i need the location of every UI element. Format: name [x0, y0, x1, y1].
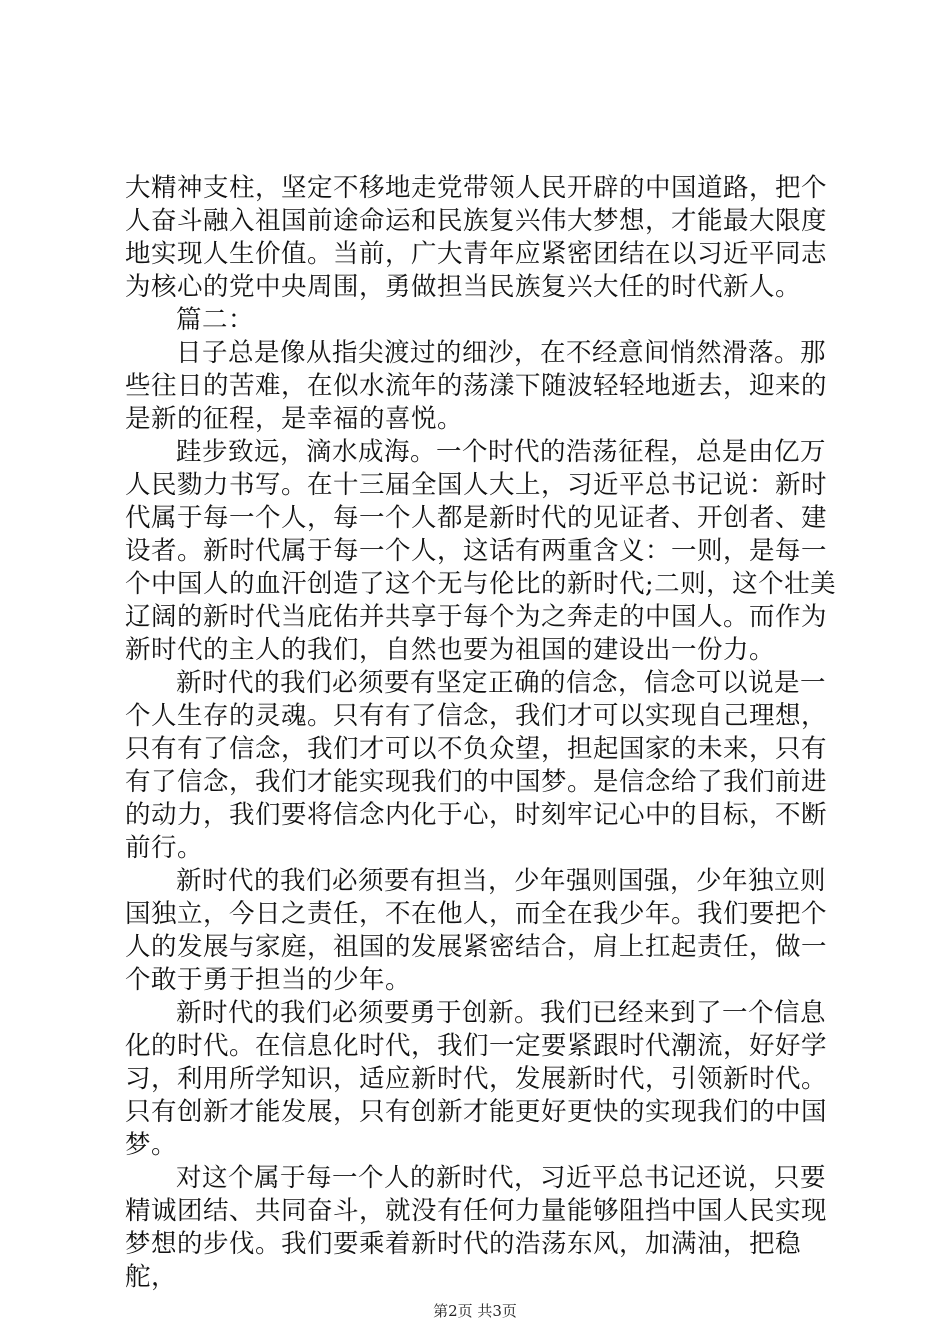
paragraph-5: 新时代的我们必须要有担当，少年强则国强，少年独立则 国独立，今日之责任，不在他人，而全在我少年。我们要把个 人的发展与家庭，祖国的发展紧密结合，肩上扛起责任，做一 个敢于勇于担当的少年。 [125, 866, 828, 995]
paragraph-1: 大精神支柱，坚定不移地走党带领人民开辟的中国道路，把个 人奋斗融入祖国前途命运和民族复兴伟大梦想，才能最大限度 地实现人生价值。当前，广大青年应紧密团结在以习近平同志 为核心的党中央周围，勇做担当民族复兴大任的时代新人。 [125, 173, 828, 302]
paragraph-4: 新时代的我们必须要有坚定正确的信念，信念可以说是一 个人生存的灵魂。只有有了信念，我们才可以实现自己理想， 只有有了信念，我们才可以不负众望，担起国家的未来，只有 有了信念，我们才能实现我们的中国梦。是信念给了我们前进 的动力，我们要将信念内化于心，时刻牢记心中的目标，不断 前行。 [125, 668, 828, 863]
paragraph-3: 跬步致远，滴水成海。一个时代的浩荡征程，总是由亿万 人民勠力书写。在十三届全国人大上，习近平总书记说：新时 代属于每一个人，每一个人都是新时代的见证者、开创者、建 设者。新时代属于每一个人，这话有两重含义：一则，是每一 个中国人的血汗创造了这个无与伦比的新时代;二则，这个壮美 辽阔的新时代当庇佑并共享于每个为之奔走的中国人。而作为 新时代的主人的我们，自然也要为祖国的建设出一份力。 [125, 437, 837, 665]
page-footer: 第2页 共3页 [433, 1302, 517, 1320]
paragraph-6: 新时代的我们必须要勇于创新。我们已经来到了一个信息 化的时代。在信息化时代，我们一定要紧跟时代潮流，好好学 习，利用所学知识，适应新时代，发展新时代，引领新时代。 只有创新才能发展，只有创新才能更好更快的实现我们的中国 梦。 [125, 998, 828, 1160]
body-text [125, 172, 840, 1294]
paragraph-7: 对这个属于每一个人的新时代，习近平总书记还说，只要 精诚团结、共同奋斗，就没有任何力量能够阻挡中国人民实现 梦想的步伐。我们要乘着新时代的浩荡东风，加满油，把稳舵， [125, 1163, 828, 1292]
paragraph-2: 日子总是像从指尖渡过的细沙，在不经意间悄然滑落。那 些往日的苦难，在似水流年的荡漾下随波轻轻地逝去，迎来的 是新的征程，是幸福的喜悦。 [125, 338, 828, 434]
section-heading-part-two: 篇二： [176, 305, 255, 335]
